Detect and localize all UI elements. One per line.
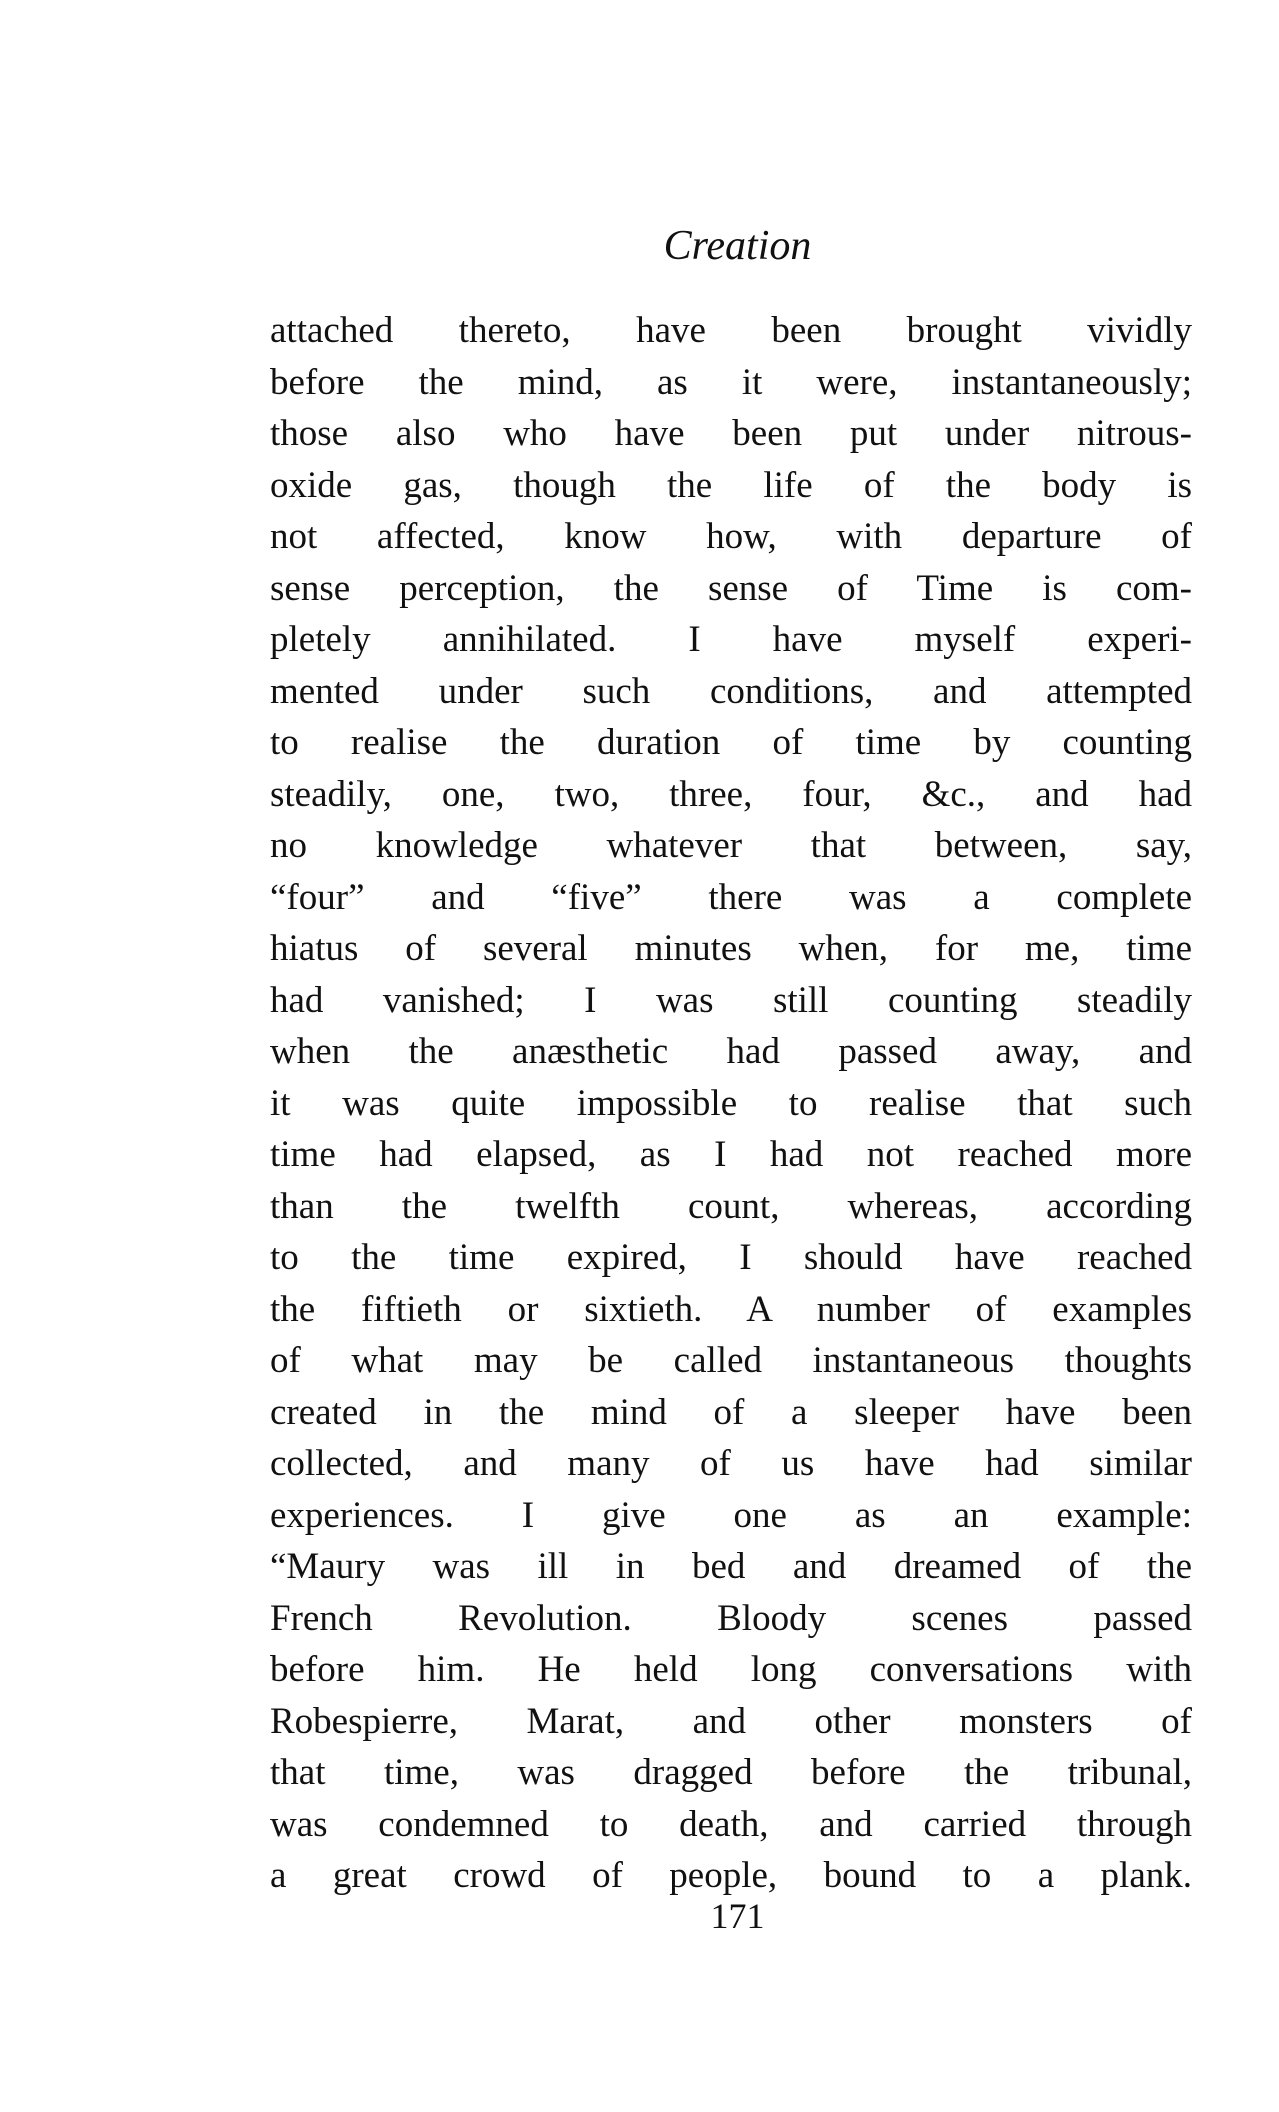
text-line: mented under such conditions, and attempted (270, 670, 1192, 712)
text-line: time had elapsed, as I had not reached more (270, 1134, 1192, 1175)
text-line: to the time expired, I should have reached (270, 1237, 1192, 1278)
text-line: a great crowd of people, bound to a plank. (270, 1855, 1192, 1896)
body-text (270, 305, 1192, 1902)
text-line: that time, was dragged before the tribunal, (270, 1752, 1192, 1793)
text-line: Robespierre, Marat, and other monsters of (270, 1700, 1192, 1742)
text-line: hiatus of several minutes when, for me, time (270, 928, 1192, 969)
text-line: of what may be called instantaneous thoughts (270, 1340, 1192, 1381)
text-line: to realise the duration of time by counting (270, 722, 1192, 763)
text-line: “Maury was ill in bed and dreamed of the (270, 1546, 1192, 1587)
text-line: oxide gas, though the life of the body is (270, 464, 1192, 506)
text-line: created in the mind of a sleeper have been (270, 1391, 1192, 1433)
text-line: “four” and “five” there was a complete (270, 876, 1192, 918)
text-line: not affected, know how, with departure of (270, 516, 1192, 557)
text-line: sense perception, the sense of Time is com- (270, 567, 1192, 609)
text-line: when the anæsthetic had passed away, and (270, 1031, 1192, 1072)
text-line: no knowledge whatever that between, say, (270, 825, 1192, 866)
text-line: experiences. I give one as an example: (270, 1494, 1192, 1536)
text-line: had vanished; I was still counting steadily (270, 979, 1192, 1021)
text-line: French Revolution. Bloody scenes passed (270, 1597, 1192, 1639)
text-line: attached thereto, have been brought vividly (270, 310, 1192, 351)
text-line: the fiftieth or sixtieth. A number of examples (270, 1288, 1192, 1330)
text-line: was condemned to death, and carried through (270, 1803, 1192, 1845)
text-line: those also who have been put under nitrous- (270, 413, 1192, 454)
text-line: than the twelfth count, whereas, according (270, 1185, 1192, 1227)
page-number: 171 (710, 1896, 765, 1936)
running-header: Creation (663, 223, 812, 269)
text-line: pletely annihilated. I have myself experi- (270, 619, 1192, 660)
text-line: collected, and many of us have had similar (270, 1443, 1192, 1484)
text-line: steadily, one, two, three, four, &c., and had (270, 773, 1192, 815)
text-line: it was quite impossible to realise that such (270, 1082, 1192, 1124)
text-line: before him. He held long conversations with (270, 1649, 1192, 1690)
text-line: before the mind, as it were, instantaneously; (270, 361, 1192, 403)
